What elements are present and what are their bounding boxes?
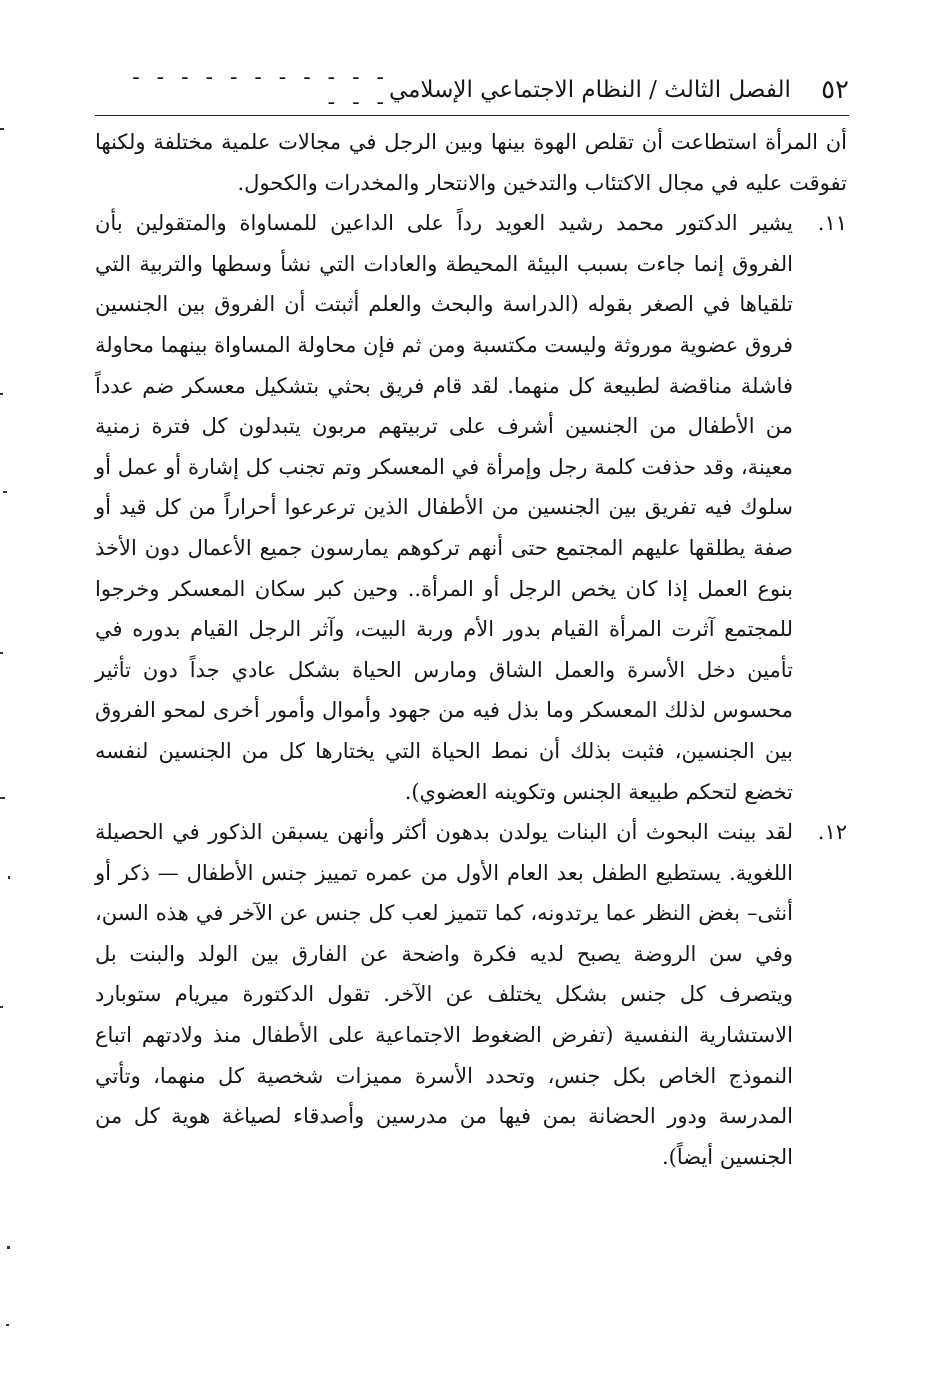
header-rule xyxy=(95,115,849,116)
scan-speck xyxy=(0,393,3,395)
note-number: ١٢. xyxy=(817,820,847,845)
note-item-12 xyxy=(95,812,847,1177)
scan-speck xyxy=(7,1246,10,1249)
note-item-11 xyxy=(95,203,847,812)
running-title: الفصل الثالث / النظام الاجتماعي الإسلامي xyxy=(388,77,791,103)
scan-speck xyxy=(6,1324,9,1326)
page-number: ٥٢ xyxy=(821,75,849,105)
scan-speck xyxy=(0,652,3,654)
note-text: يشير الدكتور محمد رشيد العويد رداً على الداعين للمساواة والمتقولين بأن الفروق إنما جاءت بسبب البيئة المحيطة والعادات التي نشأ وسطها والتربية التي تلقياها في الصغر بقوله (الدراسة والبحث والعلم أثبتت أن الفروق بين الجنسين فروق عضوية موروثة وليست مكتسبة ومن ثم فإن محاولة المساواة بينهما محاولة فاشلة مناقضة لطبيعة كل منهما. لقد قام فريق بحثي بتشكيل معسكر ضم عدداً من الأطفال من الجنسين أشرف على تربيتهم مربون يتبدلون كل فترة زمنية معينة، وقد حذفت كلمة رجل وإمرأة في المعسكر وتم تجنب كل إشارة أو عمل أو سلوك فيه تفريق بين الجنسين من الأطفال الذين ترعرعوا أحراراً من كل قيد أو صفة يطلقها عليهم المجتمع حتى أنهم تركوهم يمارسون جميع الأعمال دون الأخذ بنوع العمل إذا كان يخص الرجل أو المرأة.. وحين كبر سكان المعسكر وخرجوا للمجتمع آثرت المرأة القيام بدور الأم وربة البيت، وآثر الرجل القيام بدوره في تأمين دخل الأسرة والعمل الشاق ومارس الحياة بشكل عادي جداً دون تأثير محسوس لذلك المعسكر وما بذل فيه من جهود وأموال وأمور أخرى لمحو الفروق بين الجنسين، فثبت بذلك أن نمط الحياة التي يختارها كل من الجنسين لنفسه تخضع لتحكم طبيعة الجنس وتكوينه العضوي). xyxy=(95,211,793,804)
scan-speck xyxy=(0,128,4,130)
scan-speck xyxy=(3,491,7,493)
page-header xyxy=(95,65,849,115)
intro-paragraph: أن المرأة استطاعت أن تقلص الهوة بينها وبين الرجل في مجالات علمية مختلفة ولكنها تفوقت عليه في مجال الاكتئاب والتدخين والانتحار والمخدرات والكحول. xyxy=(95,130,847,195)
header-dashes: - - - - - - - - - - - - - - xyxy=(132,65,389,115)
page-body xyxy=(95,122,847,1177)
scan-speck xyxy=(0,797,5,799)
note-number: ١١. xyxy=(817,211,847,236)
scan-speck xyxy=(8,876,10,879)
scan-speck xyxy=(0,1006,3,1008)
note-text: لقد بينت البحوث أن البنات يولدن بدهون أكثر وأنهن يسبقن الذكور في الحصيلة اللغوية. يستطيع الطفل بعد العام الأول من عمره تمييز جنس الأطفال — ذكر أو أنثى– بغض النظر عما يرتدونه، كما تتميز لعب كل جنس عن الآخر في هذه السن، وفي سن الروضة يصبح لديه فكرة واضحة عن الفارق بين الولد والبنت بل ويتصرف كل جنس بشكل يختلف عن الآخر. تقول الدكتورة ميريام ستوبارد الاستشارية النفسية (تفرض الضغوط الاجتماعية على الأطفال منذ ولادتهم اتباع النموذج الخاص بكل جنس، وتحدد الأسرة مميزات شخصية كل منهما، وتأتي المدرسة ودور الحضانة بمن فيها من مدرسين وأصدقاء لصياغة هوية كل من الجنسين أيضاً). xyxy=(95,820,793,1169)
